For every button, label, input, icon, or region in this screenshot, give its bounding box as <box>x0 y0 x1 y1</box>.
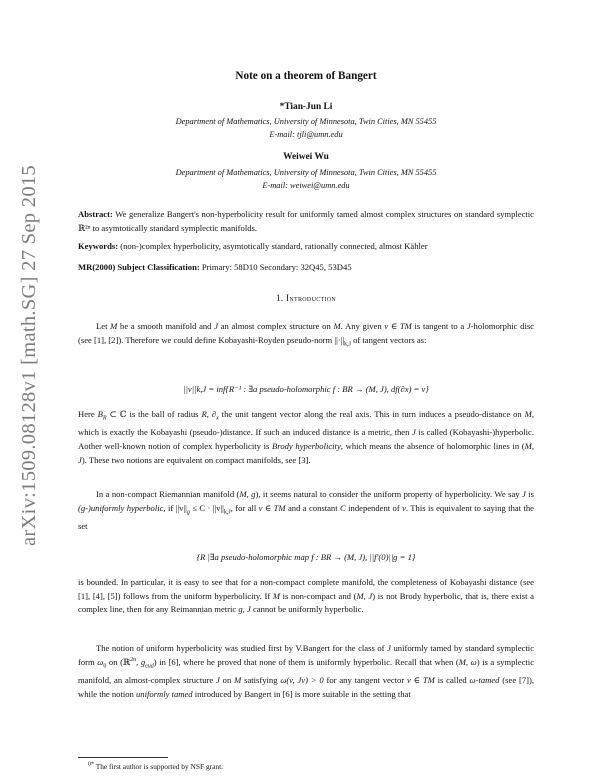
author-2: Weiwei Wu <box>283 152 329 162</box>
msc-classification <box>78 261 534 275</box>
author-1-affiliation: Department of Mathematics, University of Minnesota, Twin Cities, MN 55455 <box>175 117 437 126</box>
paragraph-1: Let M be a smooth manifold and J an almost complex structure on M. Any given v ∈ TM is tangent to a J-holomorphic disc (see [1], [2]). Therefore we could define Kobayashi-Royden pseudo-norm $||\cdot||_{k,J}$ of tangent vectors as: <box>78 321 534 348</box>
equation-kobayashi-norm: ||v||k,J = inf{R⁻¹ : ∃a pseudo-holomorphic f : BR → (M, J), df(∂x) = v} <box>183 384 429 394</box>
section-heading: 1. Introduction <box>275 293 337 303</box>
keywords-label: Keywords: <box>78 241 119 251</box>
footnote-rule <box>78 757 168 758</box>
abstract-label: Abstract: <box>78 209 113 219</box>
msc-text: Primary: 58D10 Secondary: 32Q45, 53D45 <box>201 262 352 272</box>
footnote-text: The first author is supported by NSF grant. <box>95 762 223 771</box>
author-2-email: E-mail: weiwei@umn.edu <box>262 181 350 190</box>
abstract-text: We generalize Bangert's non-hyperbolicity result for uniformly tamed almost complex structures on standard symplectic ℝ²ⁿ to asymtotically standard symplectic manifolds. <box>78 209 534 233</box>
author-2-affiliation: Department of Mathematics, University of Minnesota, Twin Cities, MN 55455 <box>175 168 437 177</box>
paragraph-3: In a non-compact Riemannian manifold (M, g), it seems natural to consider the uniform property of hyperbolicity. We say J is (g-)uniformly hyperbolic, if $||v||_g \le C \cdot ||v||_{k,J}$, for all v ∈ TM and a constant C independent of v. This is equivalent to saying that the set <box>78 489 534 531</box>
arxiv-id-text: arXiv:1509.08128v1 [math.SG] 27 Sep 2015 <box>17 164 40 546</box>
author-1: *Tian-Jun Li <box>279 102 333 112</box>
paragraph-5: The notion of uniform hyperbolicity was studied first by V.Bangert for the class of J uniformly tamed by standard symplectic form $\omega_0$ on (ℝ$^{2n}$, $g_{eud}$) in [6], where he proved that none of them is uniformly hyperbolic. Recall that when (M, ω) is a symplectic manifold, an almost-complex structure J on M satisfying ω(v, Jv) > 0 for any tangent vector v ∈ TM is called ω-tamed (see [7]), while the notion uniformly tamed introduced by Bangert in [6] is more suitable in the setting that <box>78 643 535 699</box>
paragraph-4: is bounded. In particular, it is easy to see that for a non-compact complete manifold, the completeness of Kobayashi distance (see [1], [4], [5]) follows from the uniform hyperbolicity. If M is non-compact and (M, J) is not Brody hyperbolic, that is, there exist a complex line, then for any Reimannian metric g, J cannot be uniformly hyperbolic. <box>78 577 535 615</box>
keywords <box>78 240 534 254</box>
paragraph-2: Here $B_R$ ⊂ ℂ is the ball of radius R, $\partial_x$ the unit tangent vector along the real axis. This in turn induces a pseudo-distance on M, which is exactly the Kobayashi (pseudo-)distance. If such an induced distance is a metric, then J is called (Kobayashi-)hyperbolic. Aother well-known notion of complex hyperbolicity is Brody hyperbolicity, which means the absence of holomorphic lines in (M, J). These two notions are equivalent on compact manifolds, see [3]. <box>78 409 534 465</box>
author-1-email: E-mail: tjli@umn.edu <box>269 130 343 139</box>
abstract <box>78 208 534 235</box>
keywords-text: (non-)complex hyperbolicity, asymtotically standard, rationally connected, almost Kähler <box>120 241 428 251</box>
footnote-mark: 0* <box>88 761 94 768</box>
arxiv-identifier <box>4 120 54 590</box>
paper-title: Note on a theorem of Bangert <box>235 70 377 82</box>
equation-bounded-set: {R |∃a pseudo-holomorphic map f : BR → (M, J), ||f′(0)||g = 1} <box>196 552 416 562</box>
msc-label: MR(2000) Subject Classification: <box>78 262 200 272</box>
footnote <box>88 762 223 772</box>
